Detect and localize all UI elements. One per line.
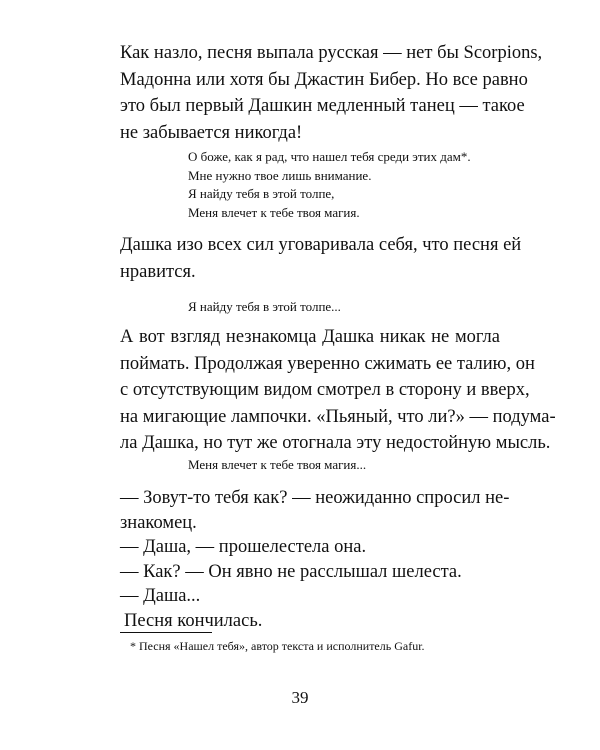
text-line: поймать. Продолжая уверенно сжимать ее талию, он — [120, 353, 535, 374]
text-line: нравится. — [120, 261, 196, 282]
verse-line: Меня влечет к тебе твоя магия. — [188, 204, 360, 220]
dialogue-line: знакомец. — [120, 512, 197, 533]
verse-line: Я найду тебя в этой толпе... — [188, 299, 341, 314]
footnote: * Песня «Нашел тебя», автор текста и исполнитель Gafur. — [130, 639, 425, 653]
verse-line: Мне нужно твое лишь внимание. — [188, 167, 372, 183]
text-line: Мадонна или хотя бы Джастин Бибер. Но все равно — [120, 69, 528, 90]
verse-1 — [188, 148, 471, 222]
text-line: на мигающие лампочки. «Пьяный, что ли?» — подума- — [120, 406, 556, 427]
page-number: 39 — [291, 688, 309, 707]
text-line: ла Дашка, но тут же отогнала эту недостойную мысль. — [120, 433, 551, 453]
dialogue-line: — Даша, — прошелестела она. — [120, 537, 367, 557]
verse-line: Меня влечет к тебе твоя магия... — [188, 457, 367, 472]
verse-3 — [188, 456, 366, 475]
dialogue — [120, 486, 510, 633]
verse-line: Я найду тебя в этой толпе, — [188, 186, 335, 201]
verse-2 — [188, 298, 341, 317]
paragraph-2 — [120, 232, 522, 285]
text-line: А вот взгляд незнакомца Дашка никак не могла — [120, 327, 500, 347]
dialogue-line: Песня кончилась. — [124, 610, 263, 631]
paragraph-3 — [120, 324, 556, 457]
text-line: не забывается никогда! — [120, 122, 303, 143]
text-line: Дашка изо всех сил уговаривала себя, что песня ей — [120, 235, 522, 255]
dialogue-line: — Даша... — [120, 586, 201, 606]
dialogue-line: — Как? — Он явно не расслышал шелеста. — [120, 561, 462, 582]
text-line: это был первый Дашкин медленный танец — такое — [120, 96, 525, 116]
text-line: с отсутствующим видом смотрел в сторону и вверх, — [120, 380, 530, 400]
paragraph-1 — [120, 40, 543, 146]
verse-line: О боже, как я рад, что нашел тебя среди этих дам*. — [188, 149, 471, 164]
dialogue-line: — Зовут-то тебя как? — неожиданно спросил не- — [120, 488, 510, 508]
footnote-divider — [120, 632, 212, 633]
text-line: Как назло, песня выпала русская — нет бы Scorpions, — [120, 43, 543, 63]
